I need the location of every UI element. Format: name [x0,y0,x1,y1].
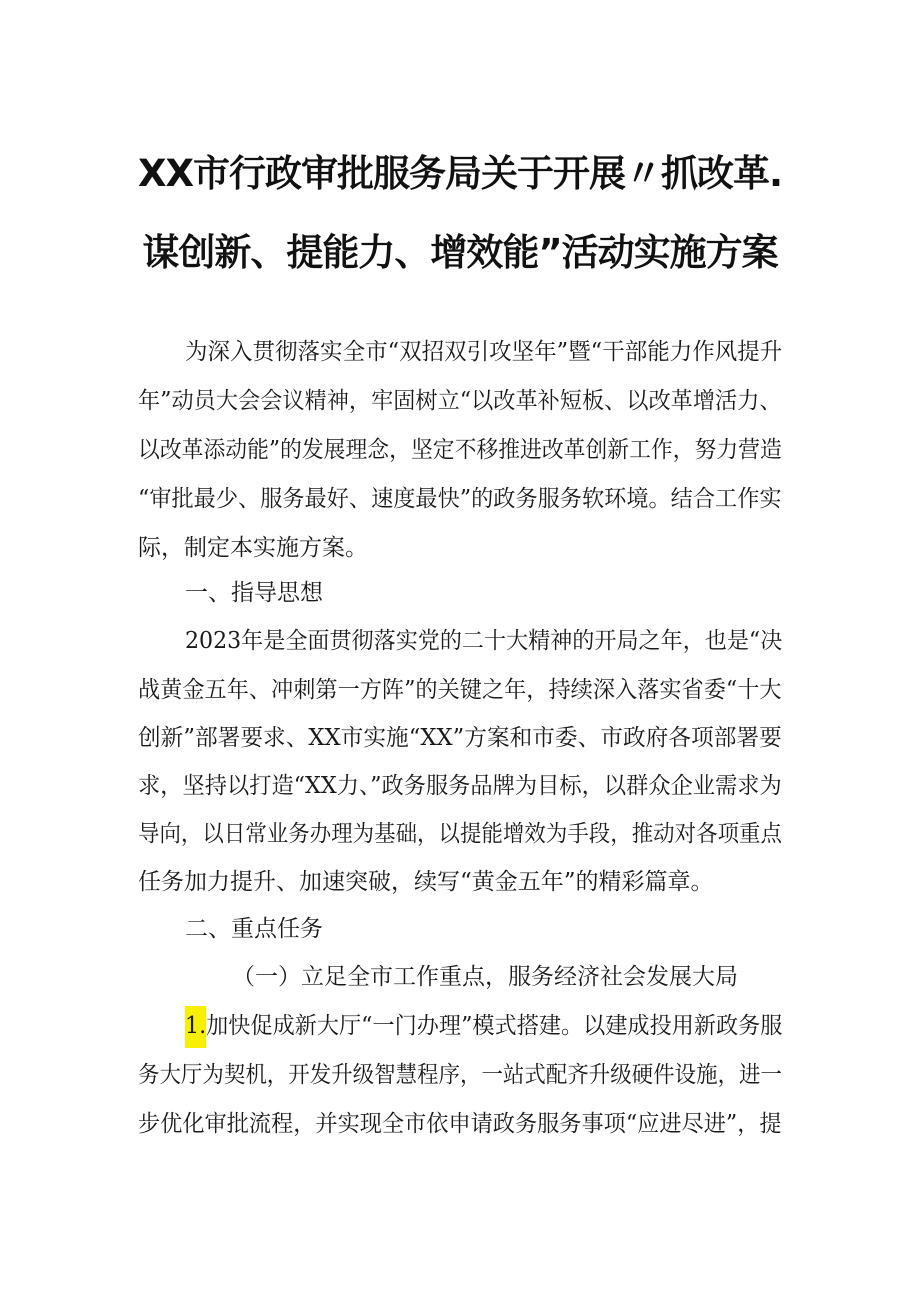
item-1-text: 加快促成新大厅“一门办理”模式搭建。以建成投用新政务服 [206,1013,783,1039]
intro-line-4: “审批最少、服务最好、速度最快”的政务服务软环境。结合工作实 [138,486,782,512]
intro-line-5: 际，制定本实施方案。 [138,535,368,561]
intro-line-2: 年”动员大会会议精神，牢固树立“以改革补短板、以改革增活力、 [138,388,782,414]
item-number-highlight: 1. [185,1006,206,1048]
item-1-line-3: 步优化审批流程，并实现全市依申请政务服务事项“应进尽进”，提 [138,1111,782,1137]
item-1-line-1 [185,1011,782,1041]
document-title-line-1: XX市行政审批服务局关于开展〃抓改革. [137,152,783,195]
intro-line-3: 以改革添动能”的发展理念，坚定不移推进改革创新工作，努力营造 [138,437,782,463]
guiding-line-1: 2023年是全面贯彻落实党的二十大精神的开局之年，也是“决 [185,628,783,654]
intro-line-1: 为深入贯彻落实全市“双招双引攻坚年”暨“干部能力作风提升 [185,339,783,365]
item-1-line-2: 务大厅为契机，开发升级智慧程序，一站式配齐升级硬件设施，进一 [138,1062,782,1088]
guiding-line-3: 创新”部署要求、XX市实施“XX”方案和市委、市政府各项部署要 [138,725,782,751]
guiding-line-4: 求，坚持以打造“XX力、”政务服务品牌为目标，以群众企业需求为 [138,773,782,799]
document-title-line-2: 谋创新、提能力、增效能”活动实施方案 [142,231,778,274]
guiding-line-6: 任务加力提升、加速突破，续写“黄金五年”的精彩篇章。 [138,869,714,895]
guiding-line-2: 战黄金五年、冲刺第一方阵”的关键之年，持续深入落实省委“十大 [138,677,782,703]
section-heading-guiding-ideology: 一、指导思想 [185,580,323,606]
guiding-line-5: 导向，以日常业务办理为基础，以提能增效为手段，推动对各项重点 [138,821,782,847]
subsection-heading-1: （一）立足全市工作重点，服务经济社会发展大局 [232,964,738,990]
section-heading-key-tasks: 二、重点任务 [185,916,323,942]
